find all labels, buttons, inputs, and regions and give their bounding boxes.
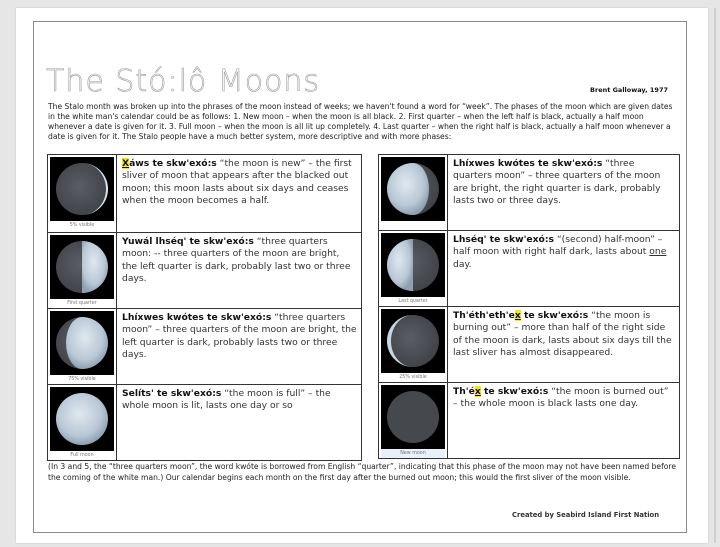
moon-caption: Last quarter (398, 299, 428, 304)
highlighted-letter: x (514, 310, 521, 321)
phase-description (117, 155, 362, 233)
phase-row (379, 231, 680, 307)
phase-name: Lhséq' te skw'exó:s (453, 234, 554, 245)
phase-name: te skw'exó:s (520, 310, 589, 321)
phase-name: áws te skw'exó:s (129, 158, 217, 169)
phase-name: Lhíxwes kwótes te skw'exó:s (122, 312, 272, 323)
footnote-paragraph: (In 3 and 5, the “three quarters moon”, the word kwóte is borrowed from English “quarter”, indicating that this phase of the moon may not have been named before the coming of the white man.) Our calendar begins each month on the first day after the burned out moon; this would the first sliver of the moon visible. (48, 462, 677, 482)
page-title: The Stó:lô Moons (46, 64, 321, 99)
phase-name: Lhíxwes kwótes te skw'exó:s (453, 158, 603, 169)
highlighted-letter: X (122, 158, 130, 169)
phase-name: Th'éth'eth'e (453, 310, 515, 321)
phase-description (117, 385, 362, 461)
phase-name: Th'é (453, 386, 475, 397)
phase-text: “the moon is full” – the whole moon is lit, lasts one day or so (122, 388, 331, 412)
moon-crescent-image (50, 157, 114, 221)
scrollbar[interactable] (714, 8, 716, 543)
moon-caption: 75% visible (68, 377, 96, 382)
moon-first-quarter-image (50, 235, 114, 299)
moon-caption: Full moon (70, 453, 94, 458)
phase-text: “three quarters moon: -- three quarters of the moon are bright, the left quarter is dark, probably last two or three days. (122, 236, 351, 284)
phase-row (48, 309, 362, 385)
right-phase-table (378, 154, 680, 459)
phase-text: “three quarters moon” – three quarters of the moon are bright, the right quarter is dark, probably lasts two or three days. (453, 158, 661, 206)
creator-credit: Created by Seabird Island First Nation (512, 511, 660, 519)
intro-paragraph: The Stalo month was broken up into the phrases of the moon instead of weeks; we haven't found a word for “week”. The phases of the moon which are given dates in the white man's calendar could be as follows: 1. New moon – when the moon is all black. 2. First quarter – when the left half is black, actually a half moon whenever a date is given for it. 3. Full moon – when the moon is all lit up completely. 4. Last quarter – when the right half is black, actually a half moon whenever a date is given for it. The Stalo people have a much better system, more descriptive and with more phases: (48, 102, 673, 141)
phase-text: day. (453, 258, 472, 270)
phase-text: “three quarters moon” – three quarters of the moon are bright, the left quarter is dark, probably lasts two or three days. (122, 312, 357, 360)
moon-new-image (381, 385, 445, 449)
moon-waning-gibbous-image (381, 157, 445, 221)
moon-last-quarter-image (381, 233, 445, 297)
moon-caption (381, 221, 445, 230)
moon-caption: First quarter (67, 301, 97, 306)
phase-row (48, 233, 362, 309)
phase-description (448, 155, 680, 231)
phase-text: “the moon is burned out” – the whole moon is black lasts one day. (453, 386, 669, 410)
moon-full-image (50, 387, 114, 451)
phase-name: Yuwál lhséq' te skw'exó:s (122, 236, 254, 247)
phase-description (448, 383, 680, 459)
moon-caption: 5% visible (69, 223, 95, 228)
phase-row (379, 383, 680, 459)
phase-row (48, 385, 362, 461)
highlighted-letter: x (474, 386, 481, 397)
moon-gibbous-image (50, 311, 114, 375)
phase-text: “the moon is new” – the first sliver of moon that appears after the blacked out moon; this moon lasts about six days and ceases when the moon becomes a half. (122, 158, 352, 206)
phase-description (117, 309, 362, 385)
phase-row (379, 155, 680, 231)
phase-row (379, 307, 680, 383)
phase-description (448, 307, 680, 383)
phase-row (48, 155, 362, 233)
underlined-word: one (649, 246, 667, 258)
moon-waning-crescent-image (381, 309, 445, 373)
phase-text: “the moon is burning out” – more than half of the right side of the moon is dark, lasts about six days till the last sliver has almost disappeared. (453, 310, 672, 358)
phase-text: “(second) half-moon” – half moon with right half dark, lasts about (453, 234, 663, 258)
phase-name: Selíts' te skw'exó:s (122, 388, 222, 399)
phase-name: te skw'exó:s (480, 386, 549, 397)
author-credit: Brent Galloway, 1977 (590, 86, 668, 94)
moon-caption: New moon (381, 449, 445, 458)
left-phase-table (47, 154, 362, 461)
moon-caption: 25% visible (399, 375, 427, 380)
phase-description (448, 231, 680, 307)
phase-description (117, 233, 362, 309)
